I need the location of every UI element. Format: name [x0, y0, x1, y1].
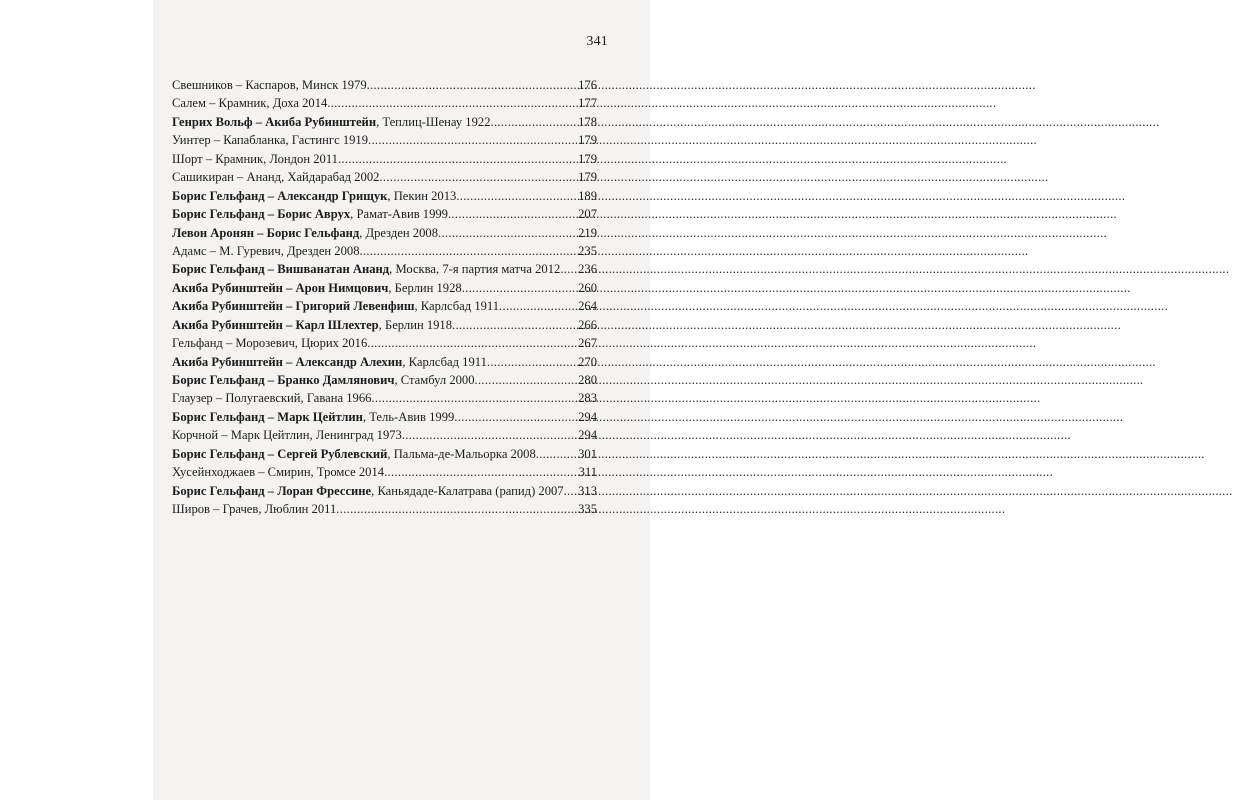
entry-page-number: 280: [578, 373, 597, 387]
entry-details: , Рамат-Авив 1999: [350, 207, 448, 222]
entry-page-number: 270: [578, 354, 597, 369]
entry-details: , Карлсбад 1911: [414, 299, 500, 314]
entry-players-bold: Левон Аронян – Борис Гельфанд: [172, 225, 360, 240]
entry-details: Свешников – Каспаров, Минск 1979: [172, 78, 367, 92]
entry-page-number: 176: [578, 78, 597, 92]
dot-leader: [491, 113, 578, 131]
entry-players-bold: Акиба Рубинштейн – Карл Шлехтер: [172, 317, 379, 332]
dot-leader: [560, 260, 577, 278]
dot-leader: [368, 131, 577, 149]
index-entry: [172, 334, 597, 352]
dot-leader: [454, 408, 577, 426]
entry-details: Шорт – Крамник, Лондон 2011: [172, 151, 338, 166]
entry-page-number: 179: [578, 133, 597, 148]
page-number: 341: [586, 34, 608, 49]
dot-leader: [327, 94, 577, 112]
entry-players-bold: Акиба Рубинштейн – Александр Алехин: [172, 354, 403, 369]
dot-leader: [338, 150, 577, 168]
index-entry: [172, 131, 597, 149]
index-entry: [172, 389, 597, 407]
entry-details: , Пекин 2013: [387, 188, 457, 203]
index-entry: [172, 426, 597, 444]
entry-title: [172, 426, 402, 444]
book-page: [153, 0, 650, 800]
dot-leader: [438, 224, 577, 242]
entry-title: [172, 260, 560, 278]
entry-details: , Каньядаде-Калатрава (рапид) 2007: [371, 483, 564, 498]
entry-details: , Теплиц-Шенау 1922: [376, 114, 491, 129]
dot-leader: [371, 389, 577, 407]
entry-details: Салем – Крамник, Доха 2014: [172, 96, 328, 111]
index-entry: [172, 482, 597, 500]
entry-title: [172, 113, 491, 131]
entry-page-number: 219: [578, 225, 597, 240]
entry-players-bold: Акиба Рубинштейн – Григорий Левенфиш: [172, 299, 415, 314]
entry-page-number: 266: [578, 317, 597, 332]
entry-details: , Берлин 1928: [388, 280, 462, 295]
entry-title: [172, 150, 338, 168]
entry-details: Глаузер – Полугаевский, Гавана 1966: [172, 391, 372, 406]
entry-players-bold: Борис Гельфанд – Марк Цейтлин: [172, 409, 363, 424]
dot-leader: [360, 242, 578, 260]
dot-leader: [379, 168, 577, 186]
entry-page-number: 301: [578, 446, 597, 461]
entry-title: [172, 389, 371, 407]
index-entry: [172, 94, 597, 112]
entry-title: [172, 371, 475, 389]
dot-leader: [564, 482, 578, 500]
dot-leader: [456, 187, 577, 205]
entry-players-bold: Борис Гельфанд – Бранко Дамлянович: [172, 373, 395, 387]
entry-players-bold: Борис Гельфанд – Борис Аврух: [172, 207, 351, 222]
entry-title: [172, 463, 384, 481]
entry-details: Широв – Грачев, Люблин 2011: [172, 502, 337, 517]
index-entry: [172, 187, 597, 205]
index-entry: [172, 445, 597, 463]
index-entry: [172, 500, 597, 518]
entry-title: [172, 224, 438, 242]
entry-details: Гельфанд – Морозевич, Цюрих 2016: [172, 336, 368, 351]
dot-leader: [384, 463, 577, 481]
entry-page-number: 335: [578, 502, 597, 517]
index-entry: [172, 113, 597, 131]
entry-page-number: 236: [578, 262, 597, 277]
entry-details: Хусейнходжаев – Смирин, Тромсе 2014: [172, 465, 385, 480]
entry-title: [172, 353, 487, 371]
entry-details: Сашикиран – Ананд, Хайдарабад 2002: [172, 170, 380, 185]
dot-leader: [452, 316, 577, 334]
dot-leader: [475, 371, 578, 389]
entry-details: Адамс – М. Гуревич, Дрезден 2008: [172, 243, 360, 258]
index-entry: [172, 353, 597, 371]
dot-leader: [336, 500, 577, 518]
entry-page-number: 179: [578, 151, 597, 166]
dot-leader: [536, 445, 577, 463]
entry-title: [172, 279, 462, 297]
entry-title: [172, 482, 564, 500]
index-entry: [172, 260, 597, 278]
index-entry: [172, 76, 597, 94]
index-entry: [172, 297, 597, 315]
entry-players-bold: Генрих Вольф – Акиба Рубинштейн: [172, 114, 377, 129]
entry-title: [172, 334, 367, 352]
dot-leader: [367, 76, 577, 94]
entry-details: , Берлин 1918: [378, 317, 453, 332]
entry-page-number: 311: [578, 465, 597, 480]
entry-title: [172, 297, 499, 315]
index-entry: [172, 205, 597, 223]
entry-page-number: 267: [578, 336, 597, 351]
index-entry: [172, 242, 597, 260]
entry-players-bold: Борис Гельфанд – Лоран Фрессине: [172, 483, 372, 498]
entry-page-number: 294: [578, 428, 597, 443]
entry-players-bold: Акиба Рубинштейн – Арон Нимцович: [172, 280, 389, 295]
entry-title: [172, 168, 379, 186]
index-entry: [172, 224, 597, 242]
entry-players-bold: Борис Гельфанд – Вишванатан Ананд: [172, 262, 390, 277]
entry-page-number: 177: [578, 96, 597, 111]
entry-page-number: 283: [578, 391, 597, 406]
dot-leader: [402, 426, 577, 444]
entry-players-bold: Борис Гельфанд – Александр Грищук: [172, 188, 388, 203]
entry-details: , Пальма-де-Мальорка 2008: [387, 446, 536, 461]
entry-title: [172, 316, 452, 334]
entry-page-number: 235: [578, 243, 597, 258]
entry-page-number: 207: [578, 207, 597, 222]
dot-leader: [487, 353, 577, 371]
entry-title: [172, 187, 456, 205]
index-entry: [172, 463, 597, 481]
entry-title: [172, 131, 368, 149]
entry-page-number: 294: [578, 409, 597, 424]
entry-title: [172, 445, 536, 463]
entry-details: , Карлсбад 1911: [402, 354, 487, 369]
entry-details: Корчной – Марк Цейтлин, Ленинград 1973: [172, 428, 402, 443]
index-entry: [172, 279, 597, 297]
entry-page-number: 189: [578, 188, 597, 203]
entry-page-number: 178: [578, 114, 597, 129]
entry-players-bold: Борис Гельфанд – Сергей Рублевский: [172, 446, 388, 461]
entry-details: , Москва, 7-я партия матча 2012: [389, 262, 561, 277]
index-entry: [172, 316, 597, 334]
dot-leader: [367, 334, 577, 352]
index-entry: [172, 168, 597, 186]
entry-page-number: 260: [578, 280, 597, 295]
dot-leader: [499, 297, 577, 315]
entry-details: , Стамбул 2000: [394, 373, 475, 387]
entry-title: [172, 408, 454, 426]
entry-details: , Тель-Авив 1999: [362, 409, 455, 424]
entry-title: [172, 242, 360, 260]
index-entry: [172, 150, 597, 168]
index-entry: [172, 408, 597, 426]
dot-leader: [462, 279, 577, 297]
entry-title: [172, 76, 367, 94]
entry-title: [172, 94, 327, 112]
dot-leader: [448, 205, 577, 223]
games-index-list: [172, 76, 597, 519]
index-entry: [172, 371, 597, 389]
entry-page-number: 313: [578, 483, 597, 498]
entry-page-number: 264: [578, 299, 597, 314]
entry-details: , Дрезден 2008: [359, 225, 438, 240]
entry-details: Уинтер – Капабланка, Гастингс 1919: [172, 133, 369, 148]
entry-page-number: 179: [578, 170, 597, 185]
entry-title: [172, 205, 448, 223]
entry-title: [172, 500, 336, 518]
